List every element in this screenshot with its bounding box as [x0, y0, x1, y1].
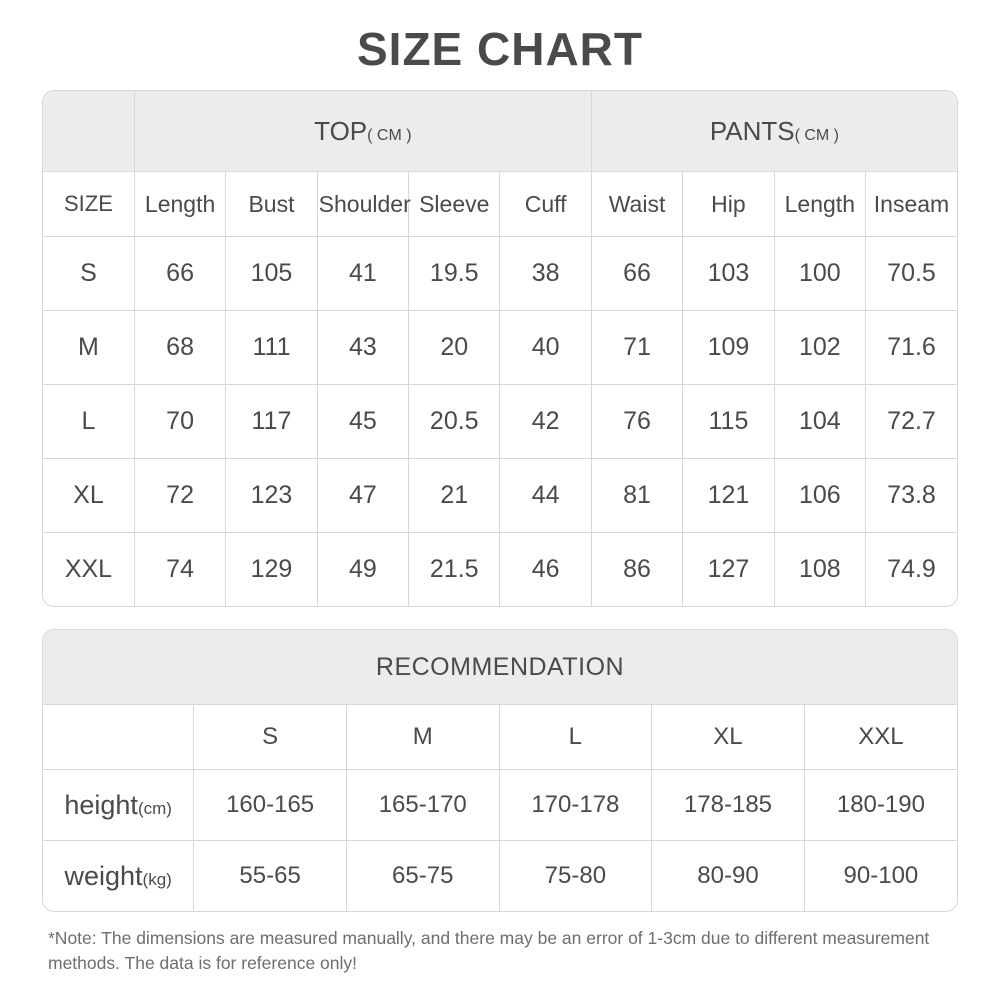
page-title: SIZE CHART	[357, 23, 643, 75]
column-header-pants-length: Length	[774, 172, 865, 237]
cell-inseam: 74.9	[866, 533, 957, 607]
cell-size: S	[43, 237, 134, 311]
column-header-top-length: Length	[134, 172, 225, 237]
cell-pants-length: 106	[774, 459, 865, 533]
cell-shoulder: 41	[317, 237, 408, 311]
cell-inseam: 71.6	[866, 311, 957, 385]
recommendation-header-m: M	[346, 705, 499, 770]
recommendation-header-xl: XL	[652, 705, 805, 770]
cell-top-length: 72	[134, 459, 225, 533]
cell-waist: 71	[591, 311, 682, 385]
cell-shoulder: 47	[317, 459, 408, 533]
cell-size: XL	[43, 459, 134, 533]
recommendation-table	[43, 630, 957, 911]
cell-top-length: 68	[134, 311, 225, 385]
recommendation-table-card	[42, 629, 958, 912]
cell-pants-length: 104	[774, 385, 865, 459]
cell-height-s: 160-165	[194, 770, 347, 841]
cell-hip: 103	[683, 237, 774, 311]
cell-cuff: 44	[500, 459, 591, 533]
cell-sleeve: 19.5	[409, 237, 500, 311]
cell-waist: 86	[591, 533, 682, 607]
measurement-note: *Note: The dimensions are measured manually, and there may be an error of 1-3cm due to different measurement methods. The data is for reference only!	[48, 928, 930, 974]
cell-size: L	[43, 385, 134, 459]
cell-inseam: 73.8	[866, 459, 957, 533]
column-header-inseam: Inseam	[866, 172, 957, 237]
group-label-pants: PANTS	[709, 115, 795, 146]
row-label-weight	[43, 841, 194, 912]
cell-waist: 81	[591, 459, 682, 533]
cell-height-m: 165-170	[346, 770, 499, 841]
cell-weight-l: 75-80	[499, 841, 652, 912]
group-header-top	[134, 91, 591, 172]
cell-pants-length: 102	[774, 311, 865, 385]
table-row	[43, 770, 957, 841]
column-header-bust: Bust	[226, 172, 317, 237]
cell-hip: 109	[683, 311, 774, 385]
cell-sleeve: 20.5	[409, 385, 500, 459]
cell-height-xxl: 180-190	[804, 770, 957, 841]
cell-hip: 121	[683, 459, 774, 533]
recommendation-header-s: S	[194, 705, 347, 770]
recommendation-header-xxl: XXL	[804, 705, 957, 770]
cell-sleeve: 21	[409, 459, 500, 533]
row-label-height-text: height	[64, 789, 138, 820]
recommendation-header-l: L	[499, 705, 652, 770]
cell-pants-length: 100	[774, 237, 865, 311]
cell-size: XXL	[43, 533, 134, 607]
cell-waist: 66	[591, 237, 682, 311]
cell-cuff: 38	[500, 237, 591, 311]
column-header-size: SIZE	[43, 172, 134, 237]
row-label-height-unit: (cm)	[137, 798, 172, 818]
column-header-waist: Waist	[591, 172, 682, 237]
row-label-weight-text: weight	[64, 860, 143, 891]
cell-inseam: 70.5	[866, 237, 957, 311]
column-header-hip: Hip	[683, 172, 774, 237]
recommendation-title: RECOMMENDATION	[43, 630, 957, 705]
recommendation-corner-cell	[43, 705, 194, 770]
cell-weight-xl: 80-90	[652, 841, 805, 912]
cell-hip: 115	[683, 385, 774, 459]
cell-cuff: 40	[500, 311, 591, 385]
table-row	[43, 311, 957, 385]
cell-height-l: 170-178	[499, 770, 652, 841]
table-row	[43, 841, 957, 912]
cell-size: M	[43, 311, 134, 385]
cell-shoulder: 45	[317, 385, 408, 459]
column-header-sleeve: Sleeve	[409, 172, 500, 237]
cell-bust: 123	[226, 459, 317, 533]
column-header-row	[43, 172, 957, 237]
cell-weight-m: 65-75	[346, 841, 499, 912]
recommendation-title-row	[43, 630, 957, 705]
cell-sleeve: 20	[409, 311, 500, 385]
table-corner-cell	[43, 91, 134, 172]
cell-cuff: 46	[500, 533, 591, 607]
table-row	[43, 237, 957, 311]
cell-bust: 117	[226, 385, 317, 459]
cell-bust: 129	[226, 533, 317, 607]
cell-top-length: 74	[134, 533, 225, 607]
table-row	[43, 459, 957, 533]
cell-waist: 76	[591, 385, 682, 459]
group-label-top: TOP	[314, 115, 368, 146]
column-header-cuff: Cuff	[500, 172, 591, 237]
group-header-row	[43, 91, 957, 172]
row-label-weight-unit: (kg)	[142, 869, 172, 889]
group-unit-top: ( CM )	[367, 126, 412, 144]
cell-hip: 127	[683, 533, 774, 607]
cell-top-length: 70	[134, 385, 225, 459]
cell-weight-xxl: 90-100	[804, 841, 957, 912]
group-unit-pants: ( CM )	[794, 126, 840, 144]
size-table-card	[42, 90, 958, 607]
cell-weight-s: 55-65	[194, 841, 347, 912]
table-row	[43, 385, 957, 459]
cell-top-length: 66	[134, 237, 225, 311]
group-header-pants	[591, 91, 957, 172]
size-table	[43, 91, 957, 606]
column-header-shoulder: Shoulder	[317, 172, 408, 237]
cell-height-xl: 178-185	[652, 770, 805, 841]
cell-sleeve: 21.5	[409, 533, 500, 607]
table-row	[43, 533, 957, 607]
row-label-height	[43, 770, 194, 841]
recommendation-header-row	[43, 705, 957, 770]
cell-inseam: 72.7	[866, 385, 957, 459]
cell-bust: 111	[226, 311, 317, 385]
cell-cuff: 42	[500, 385, 591, 459]
cell-shoulder: 49	[317, 533, 408, 607]
cell-shoulder: 43	[317, 311, 408, 385]
cell-pants-length: 108	[774, 533, 865, 607]
cell-bust: 105	[226, 237, 317, 311]
